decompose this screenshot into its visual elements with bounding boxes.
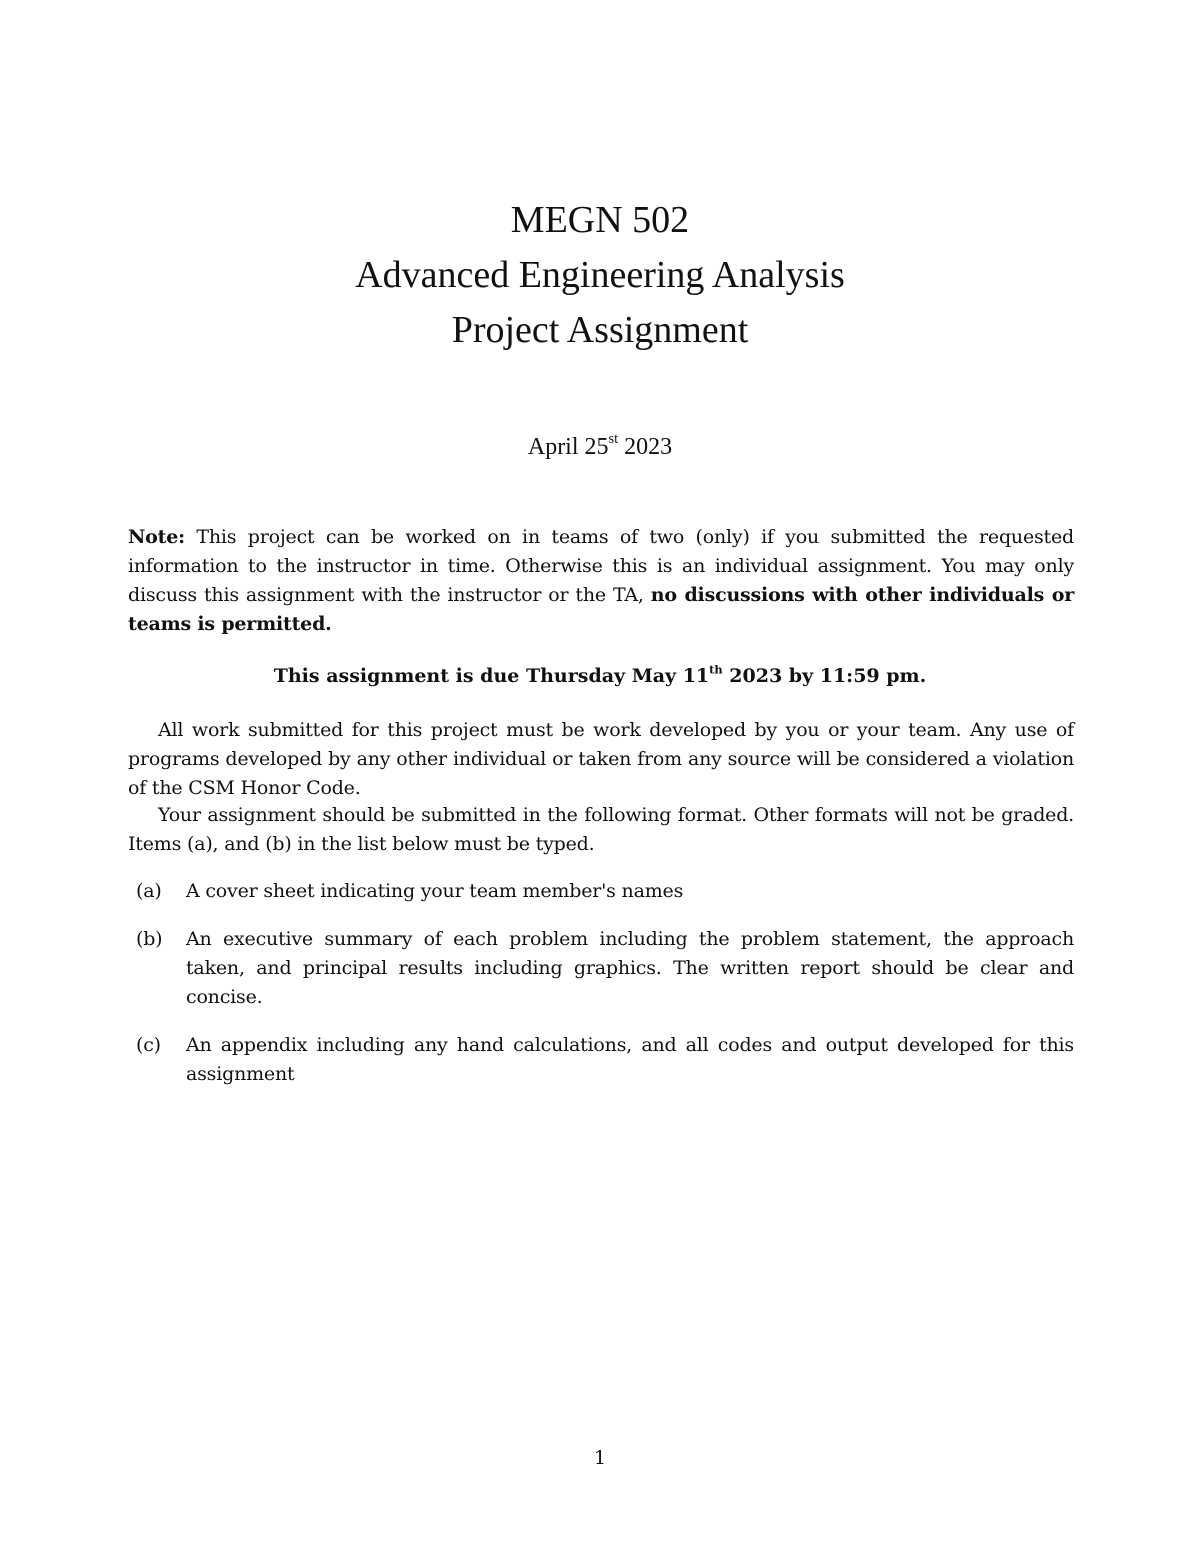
title-block <box>0 193 1200 358</box>
date-day-suffix: st <box>608 431 619 448</box>
format-paragraph: Your assignment should be submitted in the following format. Other formats will not be graded. Items (a), and (b) in the list below must be typed. <box>128 804 1074 855</box>
list-marker: (b) <box>136 928 163 950</box>
due-day-suffix: th <box>709 662 723 677</box>
list-item-text: An appendix including any hand calculations, and all codes and output developed for this assignment <box>186 1034 1074 1085</box>
document-type: Project Assignment <box>451 309 749 351</box>
due-rest: 2023 by 11:59 pm. <box>722 665 927 687</box>
submission-items-list <box>128 877 1074 1108</box>
list-item-text: A cover sheet indicating your team member's names <box>186 880 684 902</box>
course-code: MEGN 502 <box>510 199 690 241</box>
list-marker: (a) <box>136 880 162 902</box>
list-item <box>128 877 1074 906</box>
honor-code-paragraph: All work submitted for this project must be work developed by you or your team. Any use of programs developed by any other individual or taken from any source will be considered a violation of the CSM Honor Code. <box>128 719 1074 799</box>
document-date <box>0 430 1200 464</box>
due-prefix: This assignment is due Thursday May 11 <box>273 665 710 687</box>
course-title: Advanced Engineering Analysis <box>355 254 845 296</box>
list-item-text: An executive summary of each problem including the problem statement, the approach taken, and principal results including graphics. The written report should be clear and concise. <box>186 928 1074 1008</box>
list-item <box>128 925 1074 1012</box>
list-marker: (c) <box>136 1034 161 1056</box>
list-item <box>128 1031 1074 1089</box>
note-label: Note: <box>128 526 185 548</box>
note-paragraph <box>128 523 1074 639</box>
page-number: 1 <box>593 1447 607 1469</box>
due-date-statement <box>0 662 1200 691</box>
date-month: April <box>527 434 579 460</box>
note-emphasis: no discussions with other individuals or teams is permitted. <box>128 584 1075 635</box>
date-day: 25 <box>584 434 609 460</box>
date-year: 2023 <box>624 434 673 460</box>
note-text: This project can be worked on in teams of two (only) if you submitted the requested information to the instructor in time. Otherwise this is an individual assignment. You may only discuss this assignment with the instructor or the TA, <box>128 526 1074 606</box>
